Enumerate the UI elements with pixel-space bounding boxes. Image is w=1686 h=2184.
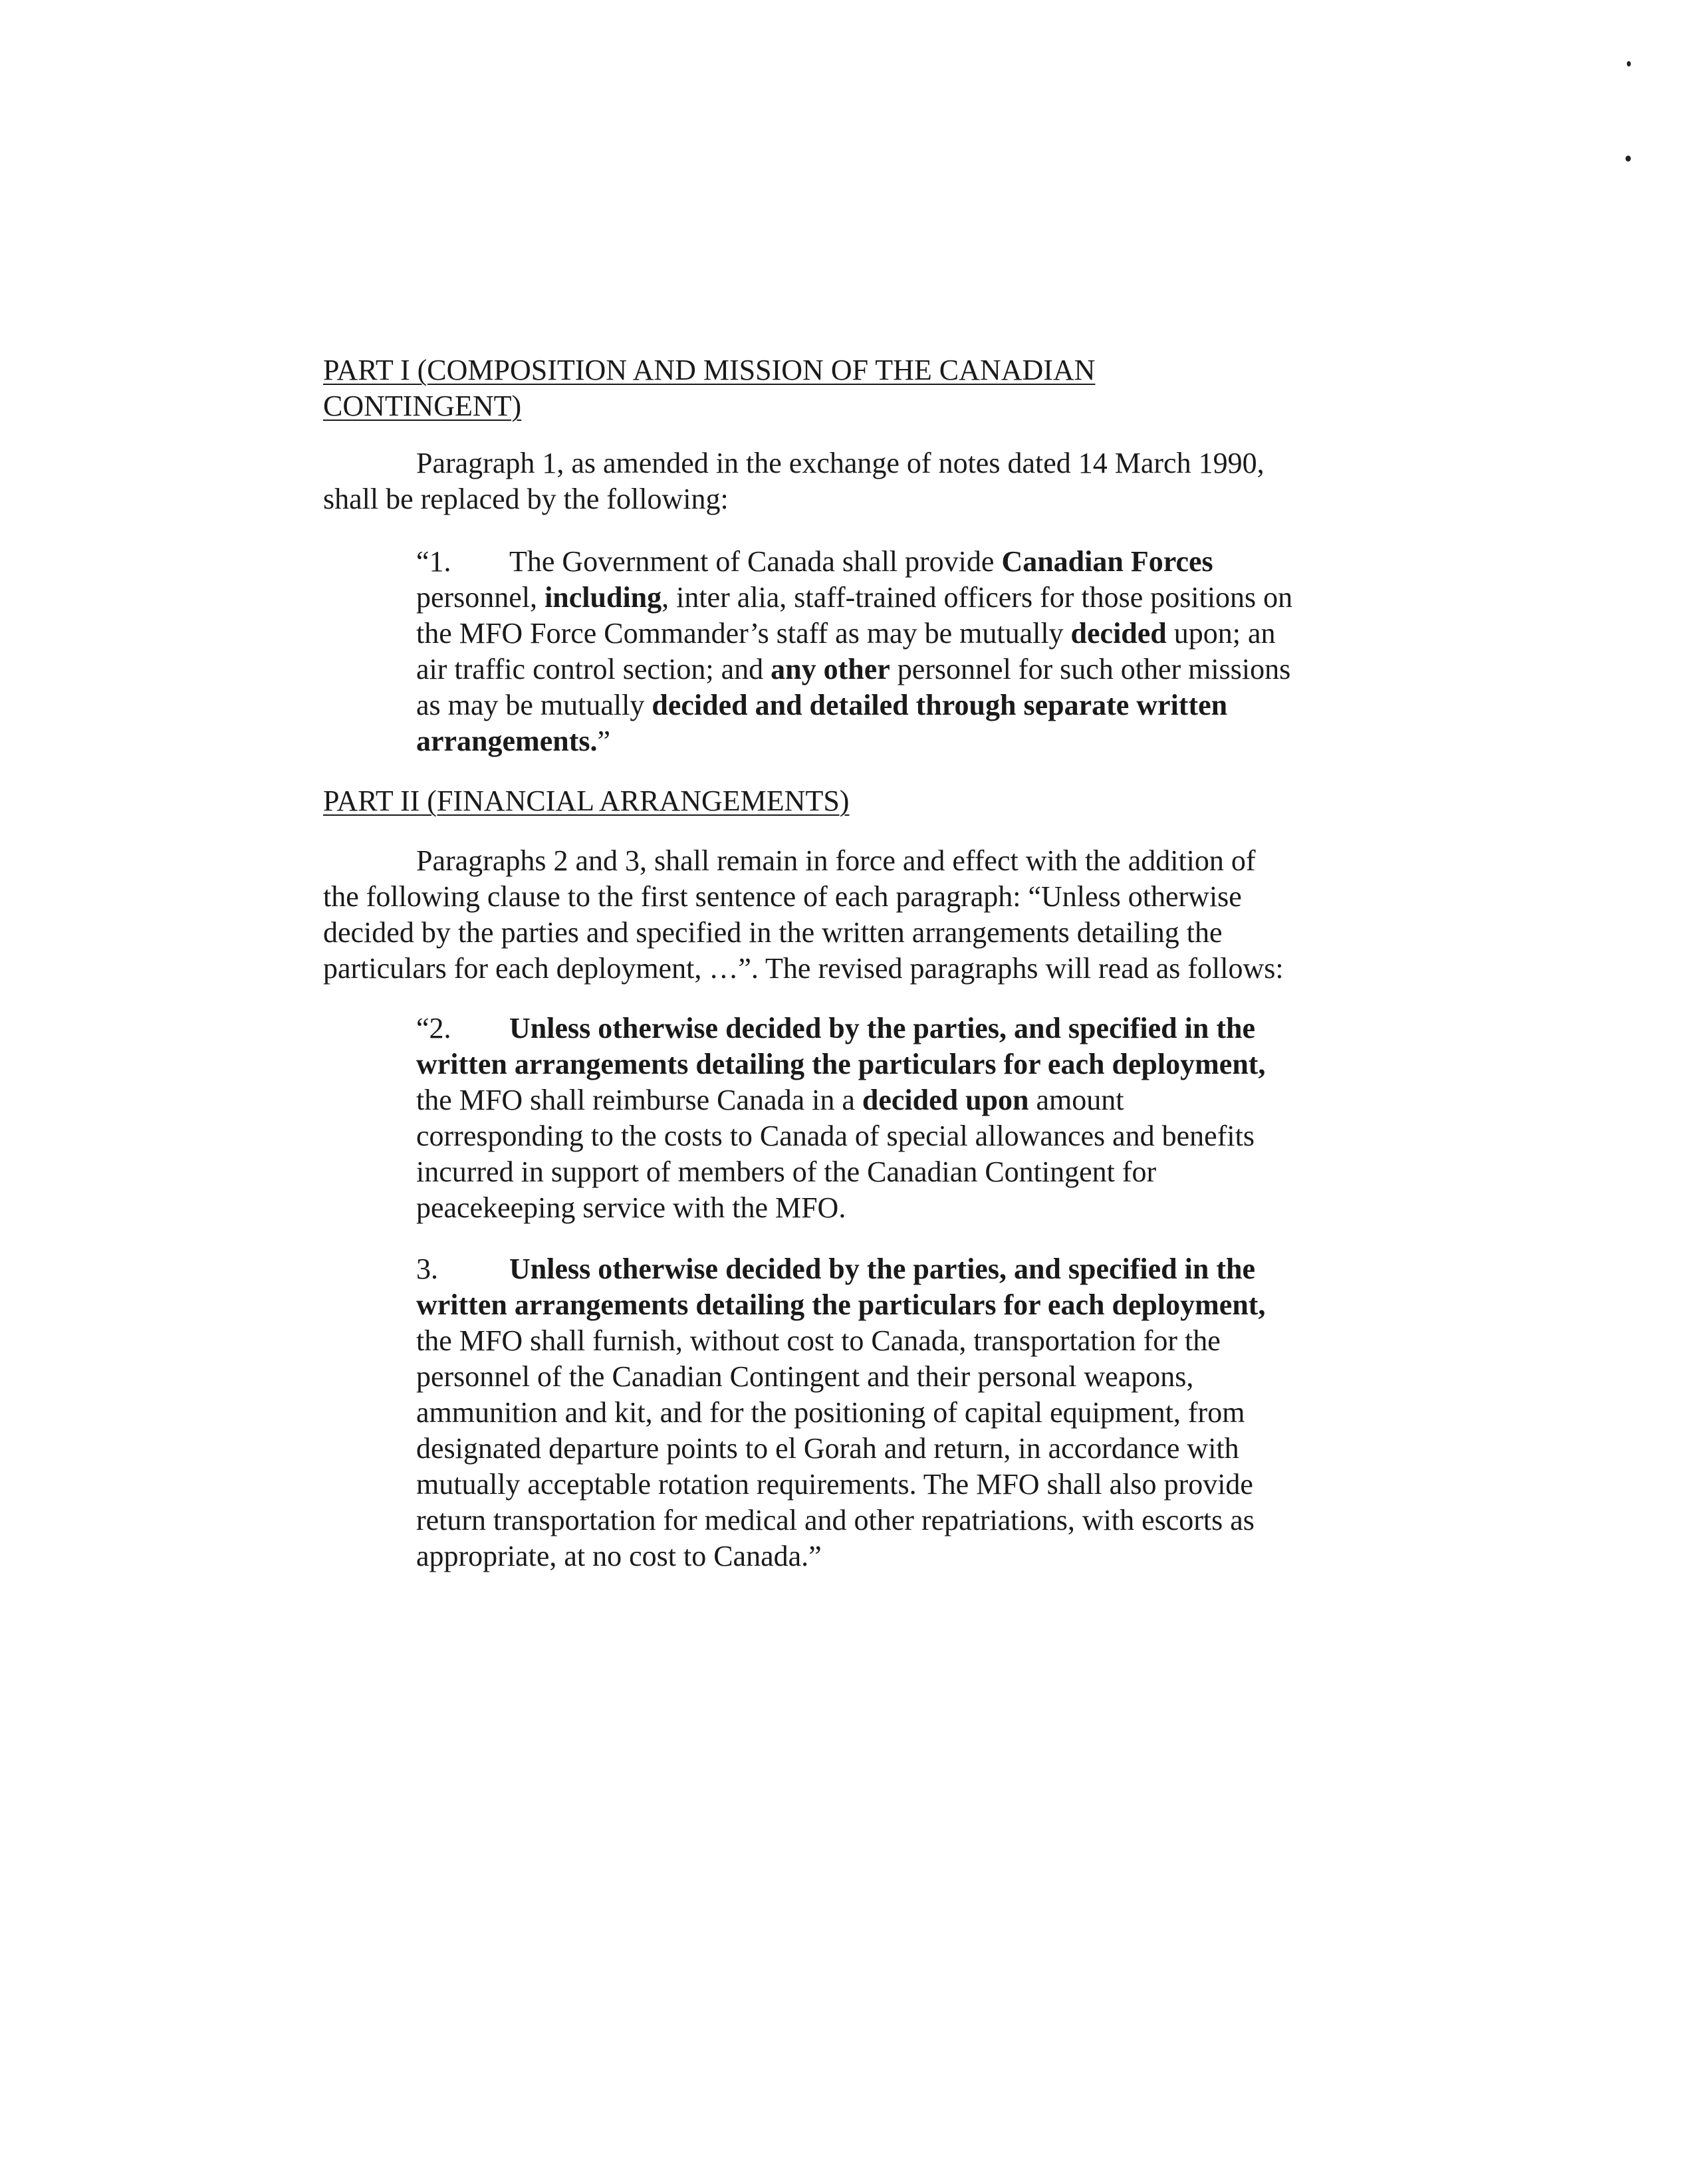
bold-text: including (544, 581, 662, 614)
bold-text: written arrangements detailing the particulars for each deployment, (416, 1288, 1266, 1321)
paragraph-1-line-5: as may be mutually decided and detailed through separate written (416, 689, 1228, 721)
paragraph-3-line-2 (416, 1287, 1265, 1323)
paragraph-2-number: “2. (416, 1012, 451, 1044)
paragraph-2-block (416, 1011, 1265, 1226)
paragraph-1-number: “1. (416, 545, 451, 578)
part-2-intro-line-4: particulars for each deployment, …”. The revised paragraphs will read as follows: (323, 952, 1284, 985)
part-2-heading: PART II (FINANCIAL ARRANGEMENTS) (323, 785, 850, 817)
paragraph-3-line-5: ammunition and kit, and for the positioning of capital equipment, from (416, 1396, 1245, 1429)
bold-text: any other (771, 653, 890, 685)
part-2-intro-line-3: decided by the parties and specified in the written arrangements detailing the (323, 916, 1223, 949)
paragraph-1-line-3: the MFO Force Commander’s staff as may be mutually decided upon; an (416, 617, 1276, 650)
paragraph-1-line-1: “1. The Government of Canada shall provide Canadian Forces (416, 544, 1292, 580)
paragraph-3-line-7: mutually acceptable rotation requirements. The MFO shall also provide (416, 1468, 1253, 1501)
part-1-heading (323, 352, 1453, 424)
paragraph-1-line-6: arrangements.” (416, 725, 611, 757)
paragraph-3-line-9: appropriate, at no cost to Canada.” (416, 1540, 822, 1572)
paragraph-3-line-1 (416, 1251, 1265, 1287)
paragraph-2-line-4: corresponding to the costs to Canada of special allowances and benefits (416, 1120, 1255, 1152)
part-1-heading-line-2: CONTINGENT) (323, 390, 522, 422)
part-2-intro-paragraph (323, 843, 1284, 987)
paragraph-3-line-3: the MFO shall furnish, without cost to Canada, transportation for the (416, 1324, 1221, 1357)
scan-speck-mark (1627, 61, 1631, 66)
bold-text: Unless otherwise decided by the parties, and specified in the (509, 1253, 1255, 1285)
paragraph-2-line-3: the MFO shall reimburse Canada in a decided upon amount (416, 1084, 1124, 1116)
paragraph-3-line-6: designated departure points to el Gorah and return, in accordance with (416, 1432, 1239, 1465)
paragraph-1-line-4: air traffic control section; and any other personnel for such other missions (416, 653, 1291, 685)
bold-text: Unless otherwise decided by the parties, and specified in the (509, 1012, 1255, 1044)
bold-text: decided upon (862, 1084, 1029, 1116)
paragraph-2-line-1 (416, 1011, 1265, 1046)
paragraph-2-line-6: peacekeeping service with the MFO. (416, 1191, 846, 1224)
part-1-intro-line-1: Paragraph 1, as amended in the exchange of notes dated 14 March 1990, (416, 447, 1264, 479)
scan-speck-mark (1626, 156, 1631, 162)
paragraph-2-line-5: incurred in support of members of the Canadian Contingent for (416, 1155, 1157, 1188)
paragraph-3-number: 3. (416, 1253, 438, 1285)
bold-text: decided and detailed through separate written (652, 689, 1228, 721)
part-1-intro-line-2: shall be replaced by the following: (323, 483, 729, 515)
paragraph-3-block (416, 1251, 1265, 1574)
part-1-intro-paragraph (323, 445, 1264, 517)
paragraph-3-line-8: return transportation for medical and other repatriations, with escorts as (416, 1504, 1255, 1536)
paragraph-3-line-4: personnel of the Canadian Contingent and their personal weapons, (416, 1360, 1194, 1393)
bold-text: written arrangements detailing the particulars for each deployment, (416, 1048, 1266, 1080)
paragraph-1-line-2: personnel, including, inter alia, staff-trained officers for those positions on (416, 581, 1293, 614)
paragraph-2-line-2 (416, 1046, 1265, 1082)
part-2-intro-line-1: Paragraphs 2 and 3, shall remain in force and effect with the addition of (416, 844, 1256, 877)
part-2-intro-line-2: the following clause to the first sentence of each paragraph: “Unless otherwise (323, 880, 1242, 913)
bold-text: arrangements. (416, 725, 598, 757)
part-1-heading-line-1: PART I (COMPOSITION AND MISSION OF THE CANADIAN (323, 354, 1096, 386)
paragraph-1-block (416, 544, 1292, 759)
bold-text: Canadian Forces (1001, 545, 1213, 578)
bold-text: decided (1070, 617, 1167, 650)
